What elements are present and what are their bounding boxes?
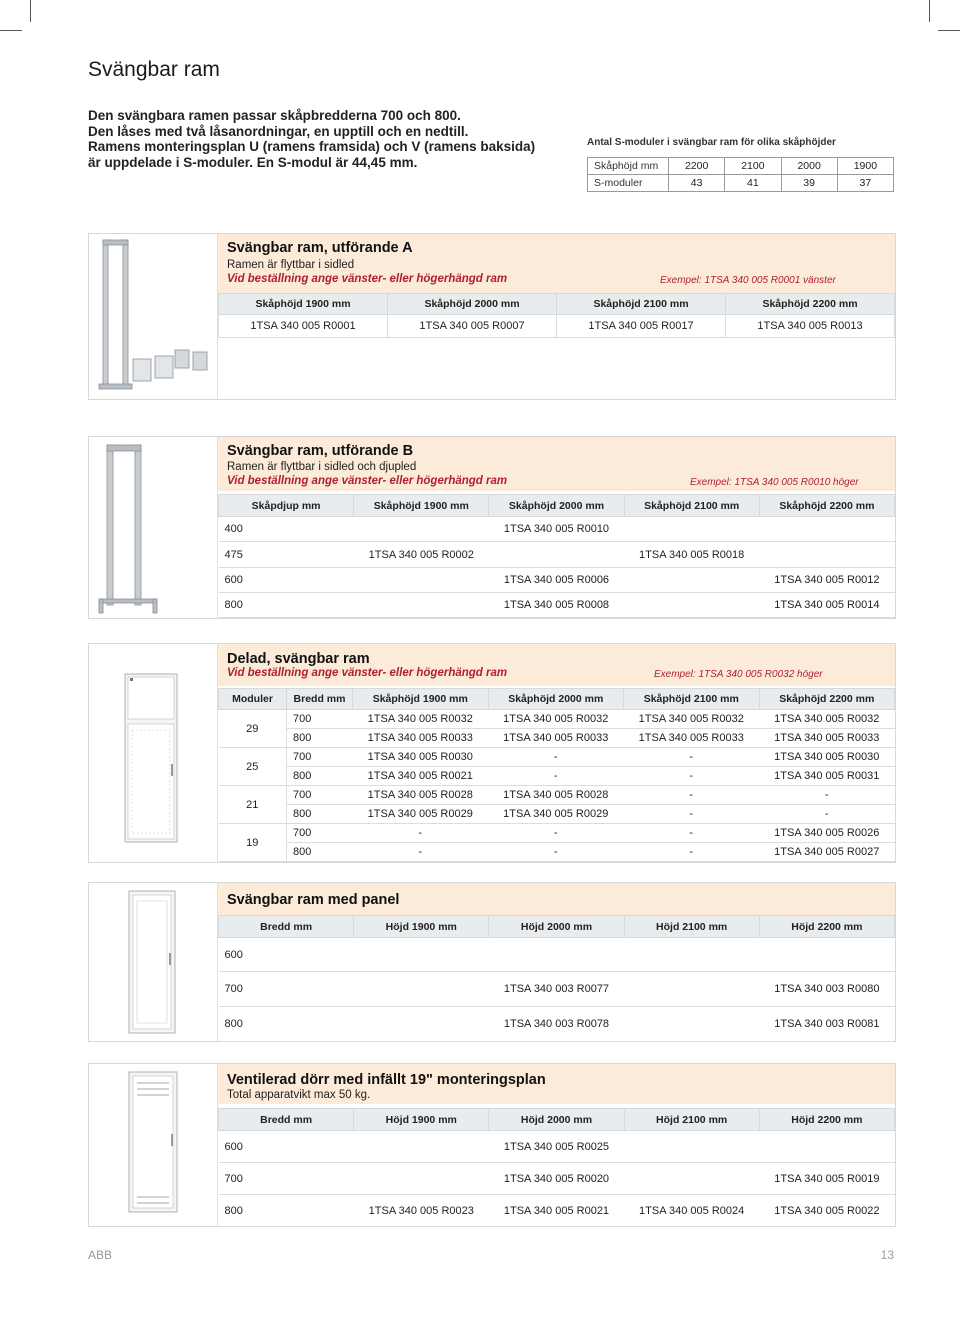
table-cell: 1TSA 340 005 R0010 — [489, 517, 624, 542]
table-cell: 25 — [219, 748, 287, 786]
section-d-heading: Svängbar ram med panel — [227, 892, 400, 908]
table-header-row — [219, 294, 895, 315]
section-a-table — [218, 293, 895, 338]
table-row — [219, 938, 895, 972]
smod-table — [587, 157, 894, 192]
table-cell — [624, 1163, 759, 1195]
table-cell: 700 — [287, 786, 353, 805]
table-cell: 1TSA 340 005 R0030 — [759, 748, 895, 767]
table-cell: 1TSA 340 005 R0029 — [488, 805, 624, 824]
table-header: Höjd 2100 mm — [624, 916, 759, 938]
frame-a-image — [89, 234, 218, 399]
section-b — [88, 436, 896, 619]
table-cell: 1TSA 340 005 R0033 — [488, 729, 624, 748]
table-cell: 1TSA 340 005 R0028 — [488, 786, 624, 805]
table-row — [219, 805, 895, 824]
section-c-note: Vid beställning ange vänster- eller högerhängd ram — [227, 667, 508, 679]
cabinet-illustration — [89, 644, 217, 862]
table-header: Skåphöjd 2200 mm — [759, 495, 894, 517]
table-header: Skåphöjd 2000 mm — [489, 495, 624, 517]
table-cell: - — [353, 824, 489, 843]
crop-mark — [30, 0, 31, 22]
table-cell: 1TSA 340 005 R0031 — [759, 767, 895, 786]
table-header: Skåphöjd 1900 mm — [219, 294, 388, 315]
table-cell — [354, 1131, 489, 1163]
section-a-note: Vid beställning ange vänster- eller högerhängd ram — [227, 273, 508, 285]
table-cell: 1TSA 340 003 R0081 — [759, 1007, 894, 1042]
table-header: Skåphöjd 1900 mm — [353, 689, 489, 710]
table-cell: 37 — [837, 175, 893, 192]
table-row — [219, 1007, 895, 1042]
table-row — [219, 972, 895, 1007]
table-header: Höjd 2100 mm — [624, 1109, 759, 1131]
table-cell: 800 — [219, 1195, 354, 1227]
section-d — [88, 882, 896, 1042]
table-cell — [759, 542, 894, 568]
table-cell: - — [624, 843, 760, 862]
table-cell: 43 — [669, 175, 725, 192]
page-number: 13 — [880, 1248, 894, 1262]
frame-b-illustration — [89, 437, 217, 618]
section-c-heading: Delad, svängbar ram — [227, 651, 370, 667]
table-header: Höjd 2000 mm — [489, 1109, 624, 1131]
door-illustration — [89, 1064, 217, 1226]
table-cell: 1900 — [837, 158, 893, 175]
section-b-example: Exempel: 1TSA 340 005 R0010 höger — [690, 477, 859, 488]
table-cell: 1TSA 340 005 R0019 — [759, 1163, 894, 1195]
table-cell — [489, 542, 624, 568]
table-cell: 41 — [725, 175, 781, 192]
table-header: Höjd 1900 mm — [354, 916, 489, 938]
table-cell: 700 — [287, 824, 353, 843]
intro-line: Den svängbara ramen passar skåpbredderna 700 och 800. — [88, 108, 461, 123]
table-row — [219, 748, 895, 767]
table-cell: - — [488, 748, 624, 767]
section-a-example: Exempel: 1TSA 340 005 R0001 vänster — [660, 275, 836, 286]
table-cell: 1TSA 340 005 R0022 — [759, 1195, 894, 1227]
table-cell: 1TSA 340 005 R0025 — [489, 1131, 624, 1163]
table-cell: 1TSA 340 003 R0078 — [489, 1007, 624, 1042]
section-d-table — [218, 915, 895, 1042]
section-e-table — [218, 1108, 895, 1227]
table-row — [219, 1163, 895, 1195]
table-cell: 800 — [287, 843, 353, 862]
table-cell — [624, 568, 759, 593]
section-b-heading: Svängbar ram, utförande B — [227, 443, 414, 459]
table-cell: 1TSA 340 005 R0032 — [353, 710, 489, 729]
table-cell: 1TSA 340 005 R0021 — [489, 1195, 624, 1227]
table-cell: 1TSA 340 003 R0080 — [759, 972, 894, 1007]
table-header: Höjd 2000 mm — [489, 916, 624, 938]
table-cell: - — [488, 824, 624, 843]
table-cell: - — [488, 843, 624, 862]
table-row — [219, 710, 895, 729]
table-cell: 1TSA 340 005 R0032 — [759, 710, 895, 729]
table-cell — [354, 517, 489, 542]
section-a — [88, 233, 896, 400]
table-cell: 1TSA 340 005 R0008 — [489, 593, 624, 618]
table-cell: 1TSA 340 005 R0017 — [557, 315, 726, 338]
intro-line: Ramens monteringsplan U (ramens framsida) och V (ramens baksida) — [88, 139, 536, 154]
crop-mark — [0, 30, 22, 31]
table-cell — [354, 972, 489, 1007]
table-cell — [354, 1007, 489, 1042]
table-cell: 1TSA 340 005 R0033 — [353, 729, 489, 748]
table-cell — [624, 517, 759, 542]
table-cell: 700 — [287, 748, 353, 767]
table-row — [219, 568, 895, 593]
table-cell: - — [353, 843, 489, 862]
table-cell: 21 — [219, 786, 287, 824]
table-cell — [759, 517, 894, 542]
table-cell — [354, 938, 489, 972]
table-cell: 800 — [287, 767, 353, 786]
table-row — [219, 1131, 895, 1163]
table-header: Skåphöjd 2000 mm — [388, 294, 557, 315]
table-header: Skåphöjd 1900 mm — [354, 495, 489, 517]
table-cell: 29 — [219, 710, 287, 748]
section-c-table — [218, 688, 895, 862]
table-cell: - — [624, 748, 760, 767]
table-row — [219, 729, 895, 748]
table-cell — [489, 938, 624, 972]
table-cell: 2000 — [781, 158, 837, 175]
table-cell: 1TSA 340 005 R0023 — [354, 1195, 489, 1227]
table-cell: 1TSA 340 005 R0002 — [354, 542, 489, 568]
table-header: Höjd 2200 mm — [759, 1109, 894, 1131]
door-e-image — [89, 1064, 218, 1226]
table-header-row — [219, 495, 895, 517]
table-cell: - — [488, 767, 624, 786]
table-cell — [624, 1131, 759, 1163]
footer-brand: ABB — [88, 1248, 113, 1262]
table-cell — [759, 1131, 894, 1163]
table-row — [219, 542, 895, 568]
table-cell: - — [624, 824, 760, 843]
table-row — [219, 767, 895, 786]
section-b-subtitle: Ramen är flyttbar i sidled och djupled — [227, 461, 417, 473]
table-header: Moduler — [219, 689, 287, 710]
table-cell: 600 — [219, 568, 354, 593]
table-cell: 1TSA 340 003 R0077 — [489, 972, 624, 1007]
table-header-row — [219, 689, 895, 710]
table-cell: 800 — [219, 1007, 354, 1042]
table-row — [219, 517, 895, 542]
table-cell: 700 — [219, 1163, 354, 1195]
crop-mark — [929, 0, 930, 22]
table-header: Skåphöjd 2100 mm — [624, 495, 759, 517]
table-cell: - — [759, 786, 895, 805]
table-cell — [759, 938, 894, 972]
table-cell — [624, 593, 759, 618]
table-cell: 800 — [287, 805, 353, 824]
section-e-heading: Ventilerad dörr med infällt 19" monteringsplan — [227, 1072, 546, 1088]
section-a-heading: Svängbar ram, utförande A — [227, 240, 413, 256]
table-header: Skåphöjd 2100 mm — [624, 689, 760, 710]
table-header: Bredd mm — [219, 916, 354, 938]
table-cell: 1TSA 340 005 R0007 — [388, 315, 557, 338]
intro-line: är uppdelade i S-moduler. En S-modul är 44,45 mm. — [88, 154, 418, 170]
table-cell: 2200 — [669, 158, 725, 175]
table-header: Bredd mm — [219, 1109, 354, 1131]
table-cell: 1TSA 340 005 R0029 — [353, 805, 489, 824]
table-row — [219, 593, 895, 618]
table-header: Höjd 2200 mm — [759, 916, 894, 938]
table-cell: 1TSA 340 005 R0032 — [624, 710, 760, 729]
table-cell — [624, 1007, 759, 1042]
table-cell: 1TSA 340 005 R0030 — [353, 748, 489, 767]
table-header-row — [219, 1109, 895, 1131]
table-cell: 1TSA 340 005 R0033 — [624, 729, 760, 748]
table-cell: 1TSA 340 005 R0020 — [489, 1163, 624, 1195]
table-row — [219, 824, 895, 843]
table-cell: 1TSA 340 005 R0014 — [759, 593, 894, 618]
table-cell: 2100 — [725, 158, 781, 175]
table-cell: 1TSA 340 005 R0013 — [726, 315, 895, 338]
table-cell: 1TSA 340 005 R0018 — [624, 542, 759, 568]
table-header: Skåphöjd 2100 mm — [557, 294, 726, 315]
table-cell: 600 — [219, 1131, 354, 1163]
table-cell: 1TSA 340 005 R0024 — [624, 1195, 759, 1227]
table-cell: 1TSA 340 005 R0032 — [488, 710, 624, 729]
table-cell: 700 — [287, 710, 353, 729]
intro-line: Den låses med två låsanordningar, en upptill och en nedtill. — [88, 123, 469, 139]
table-header: Skåphöjd 2200 mm — [759, 689, 895, 710]
table-cell: S-moduler — [588, 175, 669, 192]
cabinet-c-image — [89, 644, 218, 862]
page-title: Svängbar ram — [88, 58, 220, 81]
table-cell — [354, 593, 489, 618]
section-c — [88, 643, 896, 863]
table-cell: 19 — [219, 824, 287, 862]
table-row — [588, 175, 894, 192]
table-row — [219, 315, 895, 338]
table-cell: 1TSA 340 005 R0012 — [759, 568, 894, 593]
table-row — [588, 158, 894, 175]
table-cell: - — [624, 805, 760, 824]
table-cell: 1TSA 340 005 R0027 — [759, 843, 895, 862]
section-e — [88, 1063, 896, 1227]
table-cell: 400 — [219, 517, 354, 542]
table-cell: 475 — [219, 542, 354, 568]
table-cell: - — [624, 786, 760, 805]
table-cell — [354, 1163, 489, 1195]
section-c-example: Exempel: 1TSA 340 005 R0032 höger — [654, 669, 823, 680]
table-cell: - — [624, 767, 760, 786]
table-cell — [624, 938, 759, 972]
panel-illustration — [89, 883, 217, 1041]
smod-table-title: Antal S-moduler i svängbar ram för olika skåphöjder — [587, 137, 836, 148]
section-b-table — [218, 494, 895, 618]
frame-a-illustration — [89, 234, 217, 399]
table-cell: 1TSA 340 005 R0026 — [759, 824, 895, 843]
table-row — [219, 786, 895, 805]
table-header: Skåphöjd 2000 mm — [488, 689, 624, 710]
table-cell: 1TSA 340 005 R0021 — [353, 767, 489, 786]
table-cell: Skåphöjd mm — [588, 158, 669, 175]
crop-mark — [938, 30, 960, 31]
table-cell: 800 — [287, 729, 353, 748]
table-row — [219, 843, 895, 862]
frame-b-image — [89, 437, 218, 618]
panel-d-image — [89, 883, 218, 1041]
table-header: Höjd 1900 mm — [354, 1109, 489, 1131]
intro-text — [88, 108, 558, 170]
table-cell — [624, 972, 759, 1007]
table-row — [219, 1195, 895, 1227]
table-cell: 1TSA 340 005 R0028 — [353, 786, 489, 805]
section-b-note: Vid beställning ange vänster- eller högerhängd ram — [227, 475, 508, 487]
section-e-subtitle: Total apparatvikt max 50 kg. — [227, 1089, 371, 1101]
table-cell: 600 — [219, 938, 354, 972]
table-header: Bredd mm — [287, 689, 353, 710]
table-cell: 1TSA 340 005 R0033 — [759, 729, 895, 748]
table-cell: - — [759, 805, 895, 824]
table-cell — [354, 568, 489, 593]
table-header-row — [219, 916, 895, 938]
table-cell: 700 — [219, 972, 354, 1007]
table-cell: 1TSA 340 005 R0001 — [219, 315, 388, 338]
table-cell: 39 — [781, 175, 837, 192]
table-cell: 1TSA 340 005 R0006 — [489, 568, 624, 593]
table-header: Skåphöjd 2200 mm — [726, 294, 895, 315]
table-cell: 800 — [219, 593, 354, 618]
table-header: Skåpdjup mm — [219, 495, 354, 517]
section-a-subtitle: Ramen är flyttbar i sidled — [227, 259, 355, 271]
